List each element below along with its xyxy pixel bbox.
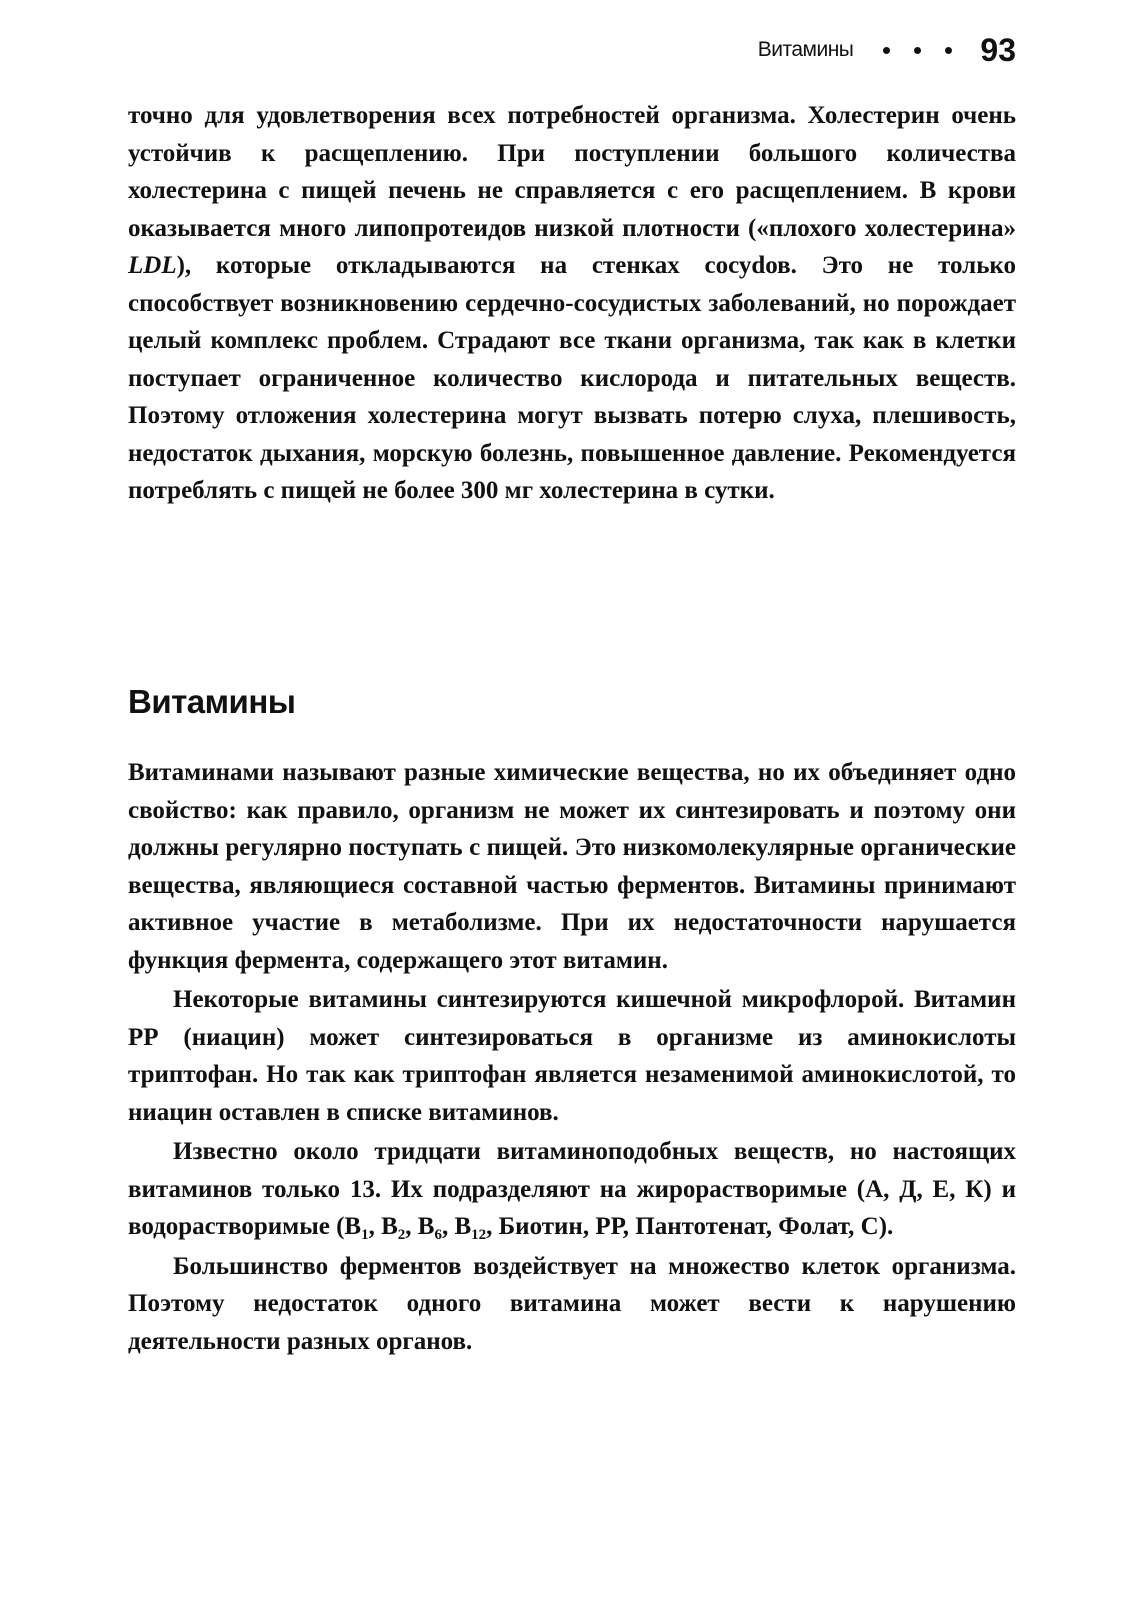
text-run: , В [368, 1213, 398, 1240]
running-title: Витамины [757, 38, 854, 61]
subscript: 2 [397, 1227, 406, 1243]
subscript: 6 [434, 1227, 442, 1243]
section-body [128, 754, 1016, 1360]
paragraph [128, 1133, 1016, 1246]
section-heading: Витамины [128, 683, 296, 720]
continued-paragraph [128, 97, 1016, 510]
subscript: 1 [361, 1227, 369, 1243]
text-run: ), которые откладываются на стенках сосуdов. Это не только способствует возникновению сердечно-сосудистых заболеваний, но порождает целый комплекс проблем. Страдают все ткани организма, так как в клетки поступает ограниченное количество кислорода и питательных веществ. Поэтому отложения холестерина могут вызвать потерю слуха, плешивость, недостаток дыхания, морскую болезнь, повышенное давление. Рекомендуется потреблять с пищей не более 300 мг холестерина в сутки. [128, 252, 1016, 504]
text-run: , Биотин, РР, Пантотенат, Фолат, С). [486, 1213, 894, 1240]
text-run: , В [405, 1213, 435, 1240]
text-run: точно для удовлетворения всех потребностей организма. [128, 102, 808, 129]
dot-icon [945, 47, 952, 54]
abbreviation: LDL [128, 252, 177, 279]
dot-icon [883, 47, 890, 54]
paragraph: Некоторые витамины синтезируются кишечной микрофлорой. Витамин РР (ниацин) может синтезироваться в организме из аминокислоты триптофан. Но так как триптофан является незаменимой аминокислотой, то ниацин оставлен в списке витаминов. [128, 986, 1016, 1126]
paragraph: Витаминами называют разные химические вещества, но их объединяет одно свойство: как правило, организм не может их синтезировать и поэтому они должны регулярно поступать с пищей. Это низкомолекулярные органические вещества, являющиеся составной частью ферментов. Витамины принимают активное участие в метаболизме. При их недостаточности нарушается функция фермента, содержащего этот витамин. [128, 759, 1016, 974]
text-run: Холестерин очень устойчив к расщеплению. При поступлении большого количества холестерина с пищей печень не справляется с его расщеплением. В крови оказывается много липопротеидов низкой плотности («плохого холестерина» [128, 102, 1016, 242]
paragraph: Большинство ферментов воздействует на множество клеток организма. Поэтому недостаток одного витамина может вести к нарушению деятельности разных органов. [128, 1252, 1016, 1355]
dot-ornament [883, 47, 952, 54]
text-run: , В [441, 1213, 472, 1240]
paragraph [128, 97, 1016, 510]
dot-icon [914, 47, 921, 54]
running-header [128, 30, 1016, 70]
page-number: 93 [980, 31, 1016, 68]
text-run: Известно около тридцати витаминоподобных веществ, но настоящих витаминов только 13. Их подразделяют на жирорастворимые (А, Д, Е, К) и водорастворимые (В [128, 1138, 1016, 1240]
subscript: 12 [471, 1227, 487, 1243]
